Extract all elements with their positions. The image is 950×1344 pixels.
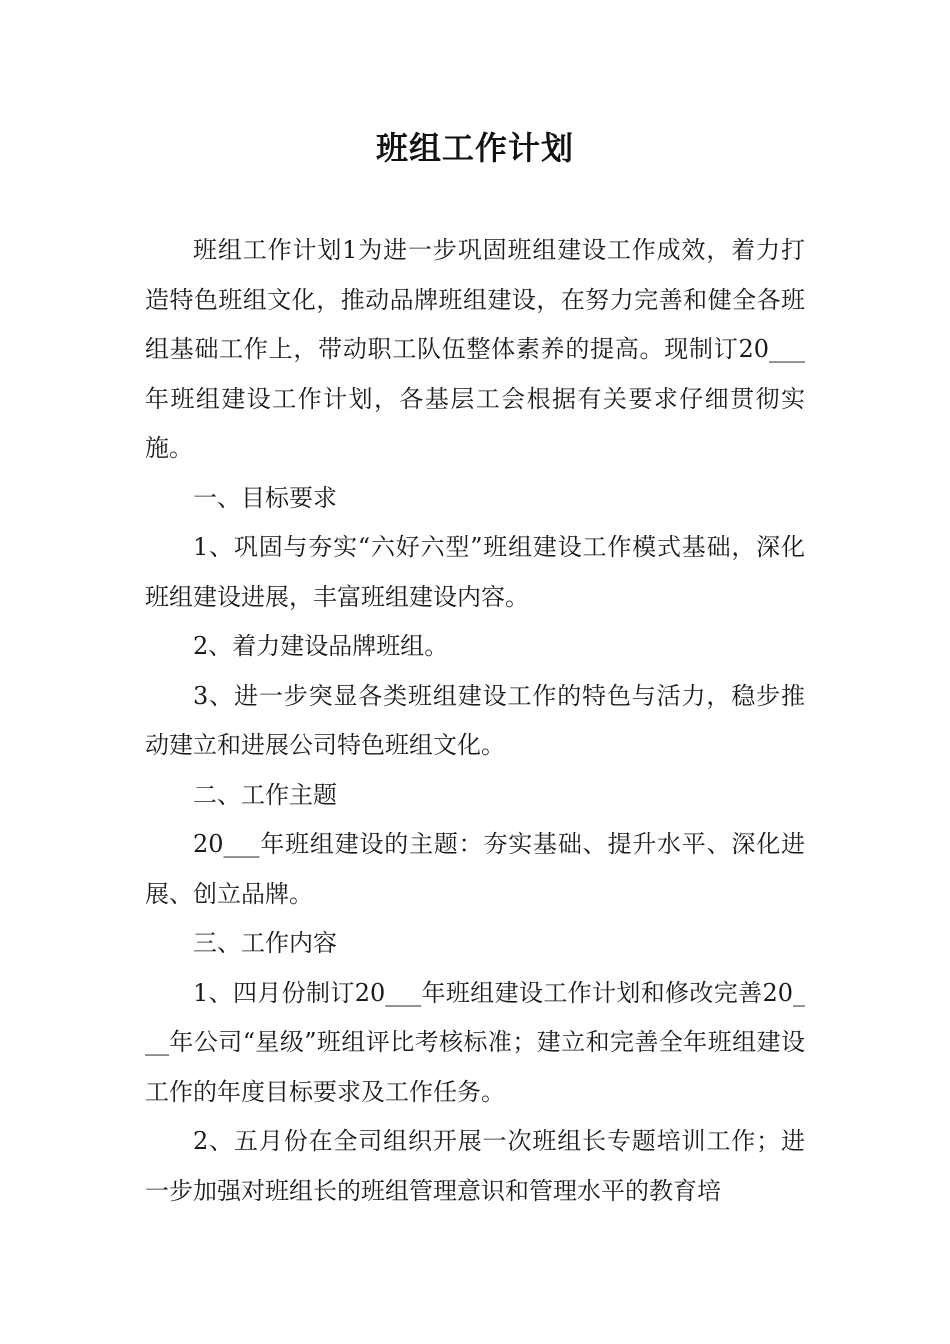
heading-theme: 二、工作主题 [193, 780, 337, 809]
paragraph-theme: 20___年班组建设的主题：夯实基础、提升水平、深化进展、创立品牌。 [145, 830, 805, 908]
document-body [145, 226, 805, 1216]
heading-goals: 一、目标要求 [193, 483, 337, 512]
paragraph-goal-1: 1、巩固与夯实“六好六型”班组建设工作模式基础，深化班组建设进展，丰富班组建设内容。 [145, 533, 805, 611]
document-title: 班组工作计划 [375, 129, 574, 167]
paragraph-intro: 班组工作计划1为进一步巩固班组建设工作成效，着力打造特色班组文化，推动品牌班组建设，在努力完善和健全各班组基础工作上，带动职工队伍整体素养的提高。现制订20___年班组建设工作计划，各基层工会根据有关要求仔细贯彻实施。 [145, 236, 805, 462]
paragraph-content-1: 1、四月份制订20___年班组建设工作计划和修改完善20___年公司“星级”班组评比考核标准；建立和完善全年班组建设工作的年度目标要求及工作任务。 [145, 978, 805, 1106]
paragraph-goal-3: 3、进一步突显各类班组建设工作的特色与活力，稳步推动建立和进展公司特色班组文化。 [145, 681, 805, 759]
paragraph-content-2: 2、五月份在全司组织开展一次班组长专题培训工作；进一步加强对班组长的班组管理意识和管理水平的教育培 [145, 1127, 805, 1205]
paragraph-goal-2: 2、着力建设品牌班组。 [193, 632, 449, 660]
heading-content: 三、工作内容 [193, 929, 337, 957]
